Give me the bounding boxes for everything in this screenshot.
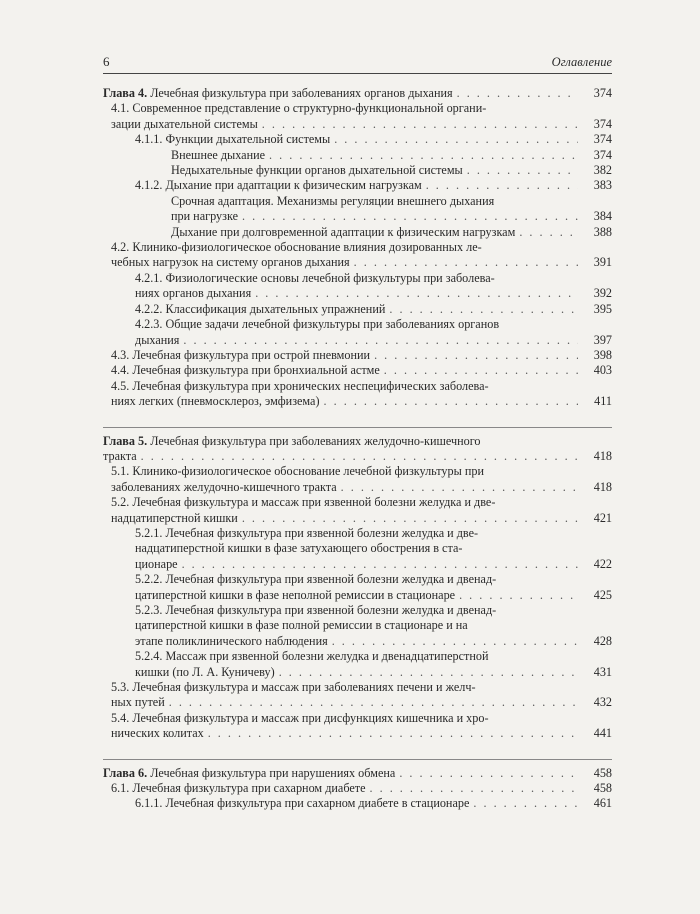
toc-entry-title: Внешнее дыхание (171, 147, 266, 162)
toc-entry-text-line: 5.2.2. Лечебная физкультура при язвенной болезни желудка и двенад- (135, 572, 497, 587)
toc-page-number: 391 (593, 255, 612, 270)
toc-page-number: 374 (593, 147, 612, 162)
dot-leader (459, 588, 578, 603)
toc-page-number: 397 (593, 332, 612, 347)
toc-entry-text-line: 5.3. Лечебная физкультура и массаж при заболеваниях печени и желч- (111, 680, 476, 695)
toc-page-number: 461 (593, 796, 612, 811)
toc-entry (103, 302, 612, 317)
toc-page-number: 422 (593, 556, 612, 571)
toc-entry (103, 148, 612, 163)
toc-page-number: 441 (593, 726, 612, 741)
toc-page-number: 428 (593, 633, 612, 648)
toc-entry-text-line: 4.2.1. Физиологические основы лечебной физкультуры при заболева- (135, 270, 495, 285)
dot-leader (279, 665, 578, 680)
toc-entry (103, 271, 612, 302)
toc-entry-title: Дыхание при долговременной адаптации к физическим нагрузкам (171, 224, 516, 239)
toc-page-number: 383 (593, 178, 612, 193)
dot-leader (334, 132, 578, 147)
toc-entry (103, 603, 612, 649)
dot-leader (370, 781, 578, 796)
toc-page-number: 384 (593, 209, 612, 224)
toc-page-number: 382 (593, 163, 612, 178)
toc-entry-title: тракта (103, 448, 137, 463)
dot-leader (169, 695, 578, 710)
toc-entry-title: Глава 6. Лечебная физкультура при нарушениях обмена (103, 765, 396, 780)
toc-page-number: 388 (593, 224, 612, 239)
dot-leader (324, 394, 578, 409)
toc-page-number: 374 (593, 116, 612, 131)
toc-entry-title: 4.1.1. Функции дыхательной системы (135, 132, 331, 147)
toc-entry-title: Глава 4. Лечебная физкультура при заболеваниях органов дыхания (103, 86, 453, 100)
toc-page-number: 458 (593, 781, 612, 796)
toc-page-number: 395 (593, 301, 612, 316)
toc-chapter (103, 434, 612, 465)
chapter-divider (103, 410, 612, 428)
dot-leader (242, 511, 578, 526)
toc-entry (103, 178, 612, 193)
toc-entry-title: ционаре (135, 556, 178, 571)
toc-entry-text-line: 4.2. Клинико-физиологическое обоснование влияния дозированных ле- (111, 240, 482, 255)
toc-entry-text-line: 5.4. Лечебная физкультура и массаж при дисфункциях кишечника и хро- (111, 710, 489, 725)
dot-leader (341, 480, 578, 495)
toc-page-number: 431 (593, 664, 612, 679)
toc-entry-title: заболеваниях желудочно-кишечного тракта (111, 479, 337, 494)
toc-entry (103, 363, 612, 378)
toc-entry-title: ных путей (111, 695, 165, 710)
toc-entry-text-line: Глава 5. Лечебная физкультура при заболеваниях желудочно-кишечного (103, 433, 481, 448)
toc-entry-text-line: 5.2.3. Лечебная физкультура при язвенной болезни желудка и двенад- (135, 603, 497, 617)
toc-entry-title: надцатиперстной кишки (111, 510, 238, 525)
toc-entry-text-line: 4.5. Лечебная физкультура при хронических неспецифических заболева- (111, 378, 489, 393)
toc-entry-text-line: 5.2.4. Массаж при язвенной болезни желудка и двенадцатиперстной (135, 649, 489, 664)
dot-leader (473, 796, 578, 811)
toc-entry-text-line: 5.2.1. Лечебная физкультура при язвенной болезни желудка и две- (135, 525, 479, 540)
toc-entry (103, 240, 612, 271)
toc-entry-text-line: 4.1. Современное представление о структурно-функциональной органи- (111, 101, 487, 116)
toc-entry-title: зации дыхательной системы (111, 116, 258, 131)
toc-entry-title: цатиперстной кишки в фазе неполной ремиссии в стационаре (135, 587, 456, 602)
toc-page-number: 411 (594, 394, 612, 409)
chapter-divider (103, 742, 612, 760)
dot-leader (467, 163, 578, 178)
toc-page-number: 374 (593, 132, 612, 147)
dot-leader (242, 209, 578, 224)
dot-leader (426, 178, 578, 193)
dot-leader (399, 766, 578, 781)
toc-entry (103, 781, 612, 796)
dot-leader (389, 302, 578, 317)
chapter-label: Глава 6. (103, 765, 151, 780)
page-number: 6 (103, 54, 110, 69)
toc-entry-title: 6.1.1. Лечебная физкультура при сахарном диабете в стационаре (135, 796, 470, 811)
toc-entry (103, 225, 612, 240)
toc-entry-text-line: 5.1. Клинико-физиологическое обоснование лечебной физкультуры при (111, 464, 484, 479)
toc-entry-title: 6.1. Лечебная физкультура при сахарном диабете (111, 781, 366, 796)
toc-entry-text-line: 4.2.3. Общие задачи лечебной физкультуры при заболеваниях органов (135, 317, 500, 332)
dot-leader (457, 86, 578, 101)
running-title: Оглавление (551, 55, 612, 69)
toc-page-number: 418 (593, 479, 612, 494)
toc-entry (103, 495, 612, 526)
toc-page-number: 432 (593, 695, 612, 710)
dot-leader (208, 726, 578, 741)
toc-chapter (103, 766, 612, 781)
toc-page-number: 403 (593, 363, 612, 378)
toc-entry (103, 163, 612, 178)
toc-entry (103, 572, 612, 603)
toc-entry (103, 317, 612, 348)
toc-entry-title: 4.3. Лечебная физкультура при острой пневмонии (111, 347, 371, 362)
toc-page-number: 398 (593, 347, 612, 362)
toc-chapter (103, 86, 612, 101)
toc-entry-title: чебных нагрузок на систему органов дыхания (111, 255, 350, 270)
dot-leader (255, 286, 578, 301)
toc-entry (103, 464, 612, 495)
toc-page-number: 392 (593, 286, 612, 301)
toc-entry (103, 711, 612, 742)
dot-leader (182, 557, 578, 572)
dot-leader (332, 634, 578, 649)
toc-entry-title: ниях легких (пневмосклероз, эмфизема) (111, 394, 320, 409)
dot-leader (262, 117, 578, 132)
toc-entry (103, 379, 612, 410)
toc-entry (103, 348, 612, 363)
dot-leader (141, 449, 578, 464)
toc-entry-text-line: Срочная адаптация. Механизмы регуляции внешнего дыхания (171, 193, 495, 208)
toc-entry-title: кишки (по Л. А. Куничеву) (135, 664, 275, 679)
toc-entry (103, 796, 612, 811)
toc-entry-title: Недыхательные функции органов дыхательной системы (171, 163, 463, 178)
toc-page-number: 418 (593, 448, 612, 463)
toc-entry-title: 4.2.2. Классификация дыхательных упражнений (135, 301, 386, 316)
toc-page-number: 374 (593, 86, 612, 100)
chapter-label: Глава 4. (103, 86, 151, 100)
toc-entry-title: 4.4. Лечебная физкультура при бронхиальной астме (111, 363, 380, 378)
dot-leader (269, 148, 578, 163)
toc-entry (103, 101, 612, 132)
toc-page-number: 425 (593, 587, 612, 602)
page-header (103, 50, 612, 74)
toc-entry-title: при нагрузке (171, 209, 238, 224)
toc-entry-title: дыхания (135, 332, 180, 347)
toc-entry-text-line: надцатиперстной кишки в фазе затухающего обострения в ста- (135, 541, 463, 556)
table-of-contents (103, 86, 612, 812)
toc-entry-title: ниях органов дыхания (135, 286, 252, 301)
toc-entry (103, 680, 612, 711)
chapter-label: Глава 5. (103, 433, 151, 448)
dot-leader (384, 363, 578, 378)
toc-entry (103, 526, 612, 572)
dot-leader (374, 348, 578, 363)
toc-entry (103, 194, 612, 225)
toc-entry-title: 4.1.2. Дыхание при адаптации к физическим нагрузкам (135, 178, 422, 193)
toc-entry-title: нических колитах (111, 726, 204, 741)
toc-entry (103, 132, 612, 147)
dot-leader (354, 255, 578, 270)
toc-entry (103, 649, 612, 680)
dot-leader (519, 225, 578, 240)
toc-entry-title: этапе поликлинического наблюдения (135, 633, 328, 648)
toc-entry-text-line: цатиперстной кишки в фазе полной ремиссии в стационаре и на (135, 618, 468, 633)
dot-leader (183, 333, 578, 348)
toc-entry-text-line: 5.2. Лечебная физкультура и массаж при язвенной болезни желудка и две- (111, 495, 496, 510)
toc-page-number: 421 (593, 510, 612, 525)
toc-page-number: 458 (593, 765, 612, 780)
